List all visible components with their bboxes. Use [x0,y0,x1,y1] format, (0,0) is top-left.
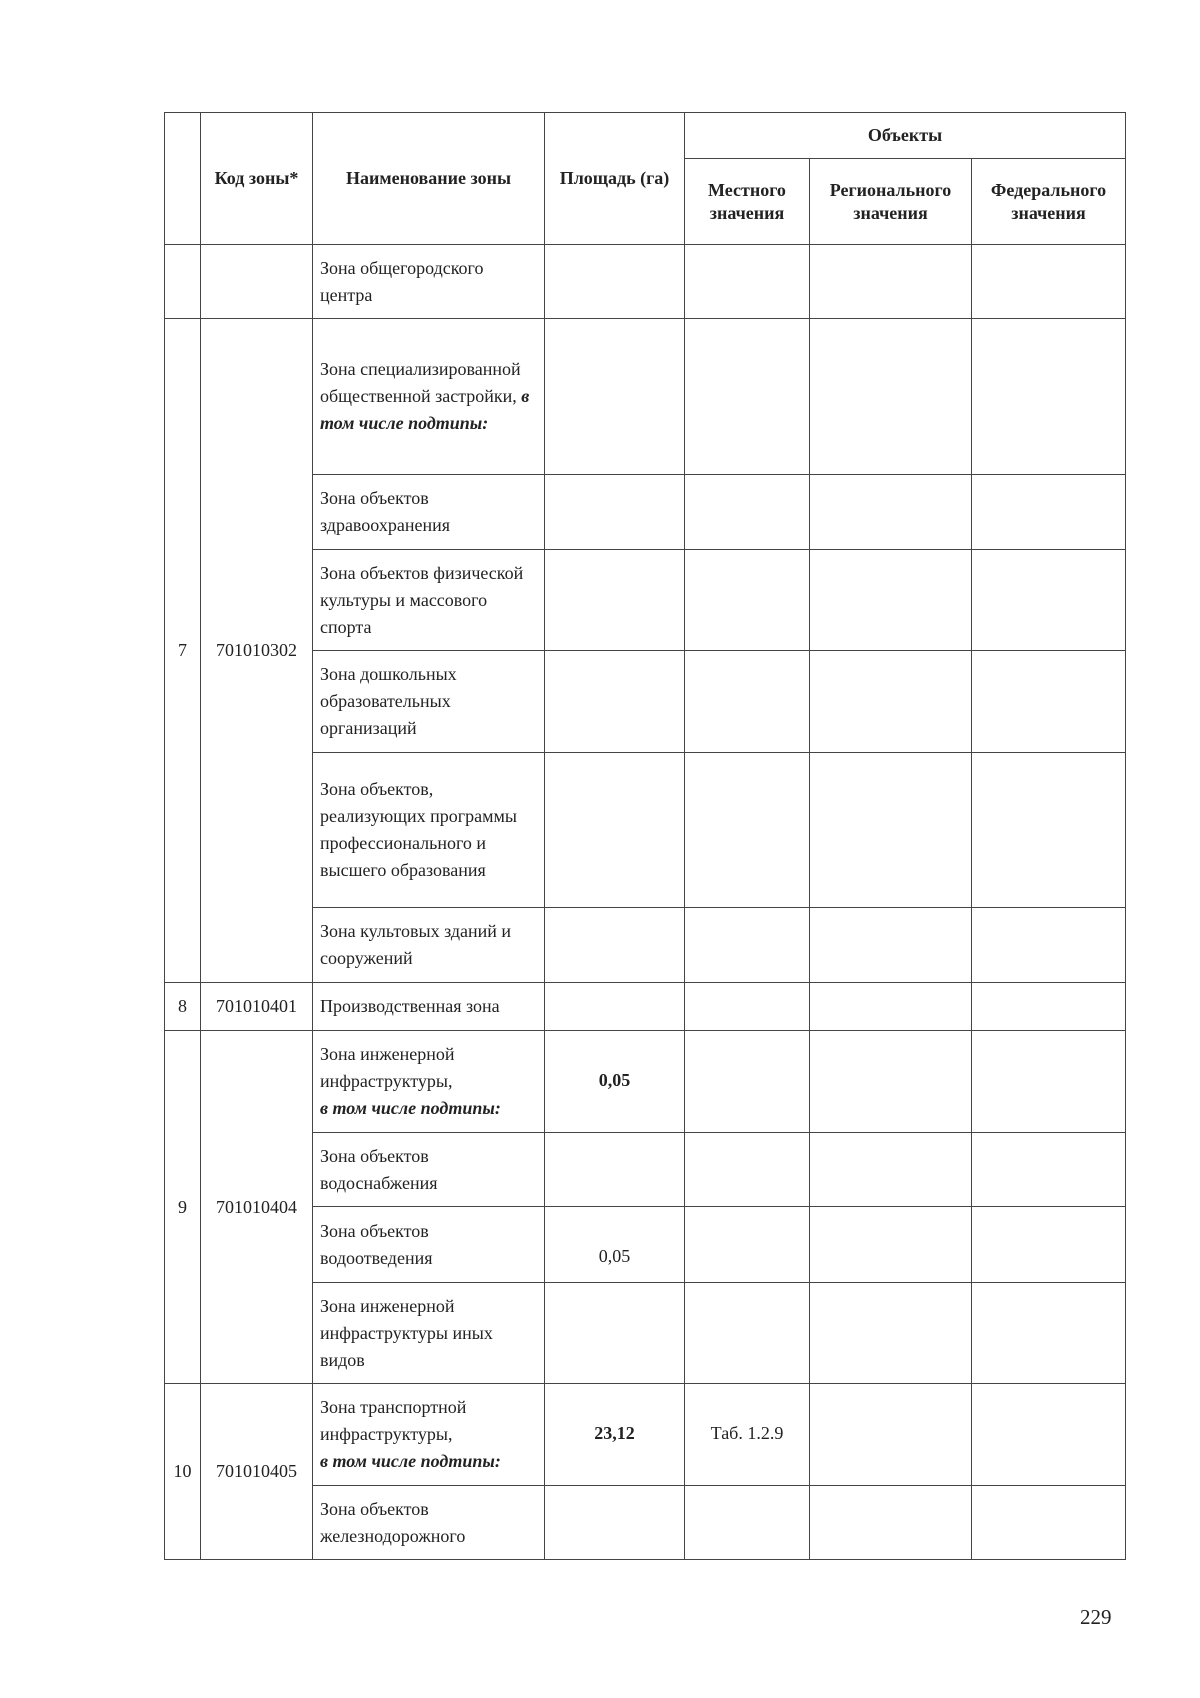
area-cell [545,550,685,651]
table-header-row [165,113,1126,159]
regional-cell [810,1486,972,1560]
local-cell [685,319,810,475]
table-row [165,319,1126,475]
regional-cell [810,1133,972,1207]
local-cell [685,1031,810,1133]
area-cell [545,1283,685,1384]
zone-name-cell [313,1384,545,1486]
federal-cell [972,475,1126,550]
table-row [165,1384,1126,1486]
table-row [165,983,1126,1031]
zone-name-cell: Зона общегородского центра [313,245,545,319]
zone-name-cell: Зона дошкольных образовательных организаций [313,651,545,753]
local-cell [685,550,810,651]
area-header: Площадь (га) [545,113,685,245]
regional-cell [810,908,972,983]
local-cell [685,1283,810,1384]
area-cell: 0,05 [545,1207,685,1283]
number-cell: 10 [165,1384,201,1560]
area-cell: 0,05 [545,1031,685,1133]
federal-cell [972,753,1126,908]
area-cell [545,475,685,550]
federal-cell [972,1384,1126,1486]
regional-cell [810,651,972,753]
local-cell [685,1486,810,1560]
local-cell [685,1207,810,1283]
zone-name-cell: Зона объектов водоснабжения [313,1133,545,1207]
local-cell [685,651,810,753]
local-cell [685,1133,810,1207]
number-cell: 7 [165,319,201,983]
regional-cell [810,1207,972,1283]
zone-name-text: Зона инженерной инфраструктуры, [320,1044,455,1091]
federal-cell [972,908,1126,983]
federal-cell [972,983,1126,1031]
federal-cell [972,1133,1126,1207]
federal-header: Федерального значения [972,159,1126,245]
number-cell: 8 [165,983,201,1031]
zone-name-cell [313,1031,545,1133]
local-cell: Таб. 1.2.9 [685,1384,810,1486]
code-cell: 701010404 [201,1031,313,1384]
number-cell: 9 [165,1031,201,1384]
area-cell [545,983,685,1031]
local-cell [685,475,810,550]
regional-cell [810,983,972,1031]
regional-cell [810,1031,972,1133]
zone-name-cell [313,319,545,475]
regional-cell [810,475,972,550]
local-cell [685,753,810,908]
subtypes-note: в том числе подтипы: [320,1451,501,1471]
regional-cell [810,753,972,908]
federal-cell [972,1207,1126,1283]
name-header: Наименование зоны [313,113,545,245]
code-cell: 701010401 [201,983,313,1031]
code-header: Код зоны* [201,113,313,245]
zone-name-text: Зона специализированной общественной застройки, [320,359,521,406]
zones-table [164,112,1126,1560]
code-cell: 701010405 [201,1384,313,1560]
zone-name-cell: Зона объектов железнодорожного [313,1486,545,1560]
area-cell [545,1486,685,1560]
zone-name-cell: Производственная зона [313,983,545,1031]
zone-name-cell: Зона объектов физической культуры и массового спорта [313,550,545,651]
table-row [165,245,1126,319]
area-cell [545,245,685,319]
code-cell: 701010302 [201,319,313,983]
area-cell [545,651,685,753]
zone-name-cell: Зона инженерной инфраструктуры иных видов [313,1283,545,1384]
regional-cell [810,319,972,475]
page-number: 229 [1080,1605,1112,1629]
zone-name-cell: Зона объектов водоотведения [313,1207,545,1283]
regional-cell [810,245,972,319]
regional-cell [810,1283,972,1384]
subtypes-note: в том числе подтипы: [320,1098,501,1118]
federal-cell [972,319,1126,475]
federal-cell [972,651,1126,753]
area-cell [545,908,685,983]
federal-cell [972,1283,1126,1384]
federal-cell [972,550,1126,651]
zone-name-cell: Зона культовых зданий и сооружений [313,908,545,983]
federal-cell [972,1486,1126,1560]
regional-header: Регионального значения [810,159,972,245]
objects-header: Объекты [685,113,1126,159]
number-cell [165,245,201,319]
federal-cell [972,1031,1126,1133]
area-cell: 23,12 [545,1384,685,1486]
code-cell [201,245,313,319]
number-header [165,113,201,245]
zone-name-cell: Зона объектов здравоохранения [313,475,545,550]
local-cell [685,245,810,319]
area-cell [545,319,685,475]
federal-cell [972,245,1126,319]
area-cell [545,1133,685,1207]
zone-name-text: Зона транспортной инфраструктуры, [320,1397,467,1444]
local-cell [685,983,810,1031]
local-header: Местного значения [685,159,810,245]
subtypes-note: в том числе подтипы: [320,386,530,433]
regional-cell [810,550,972,651]
table-row [165,1031,1126,1133]
local-cell [685,908,810,983]
regional-cell [810,1384,972,1486]
zone-name-cell: Зона объектов, реализующих программы профессионального и высшего образования [313,753,545,908]
area-cell [545,753,685,908]
